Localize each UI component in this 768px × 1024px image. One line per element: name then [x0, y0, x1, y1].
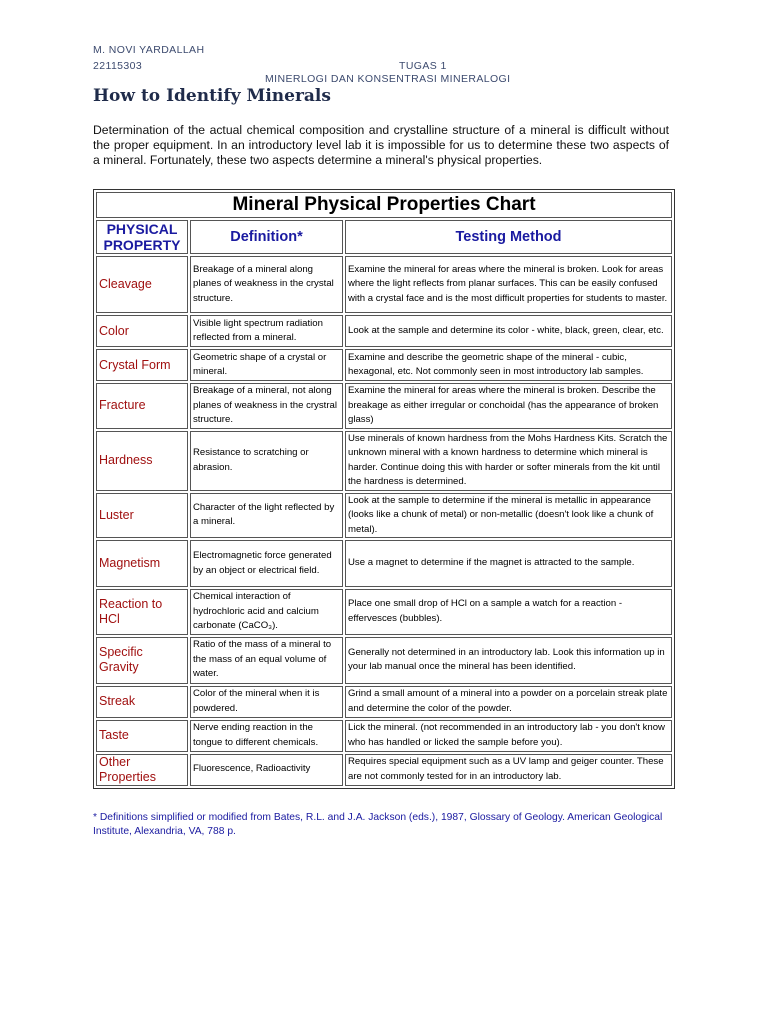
- testing-method-cell: Examine the mineral for areas where the mineral is broken. Describe the breakage as either irregular or conchoidal (has the appearance of broken glass): [345, 383, 672, 429]
- footnote: [93, 811, 673, 839]
- table-row: [96, 493, 672, 539]
- definition-cell: Geometric shape of a crystal or mineral.: [190, 349, 343, 381]
- table-header-row: [96, 220, 672, 254]
- table-row: [96, 754, 672, 786]
- table-row: [96, 589, 672, 635]
- definition-cell: Nerve ending reaction in the tongue to different chemicals.: [190, 720, 343, 752]
- footnote-reference: Bates, R.L. and J.A. Jackson (eds.), 1987, Glossary of Geology. American Geological Institute, Alexandria, VA, 788 p.: [93, 812, 663, 837]
- definition-cell: Breakage of a mineral, not along planes of weakness in the crystral structure.: [190, 383, 343, 429]
- definition-cell: Ratio of the mass of a mineral to the mass of an equal volume of water.: [190, 637, 343, 684]
- definition-cell: Color of the mineral when it is powdered.: [190, 686, 343, 718]
- table-row: [96, 686, 672, 718]
- table-row: [96, 431, 672, 491]
- table-row: [96, 349, 672, 381]
- property-cell: Specific Gravity: [96, 637, 188, 684]
- author-name: M. NOVI YARDALLAH: [93, 44, 205, 56]
- course-subject: MINERLOGI DAN KONSENTRASI MINERALOGI: [265, 73, 511, 85]
- property-cell: Color: [96, 315, 188, 347]
- definition-cell: Breakage of a mineral along planes of weakness in the crystal structure.: [190, 256, 343, 313]
- property-cell: Reaction to HCl: [96, 589, 188, 635]
- property-cell: Streak: [96, 686, 188, 718]
- chart-title: Mineral Physical Properties Chart: [96, 192, 672, 218]
- table-row: [96, 637, 672, 684]
- column-header-testing-method: Testing Method: [345, 220, 672, 254]
- definition-cell: Visible light spectrum radiation reflected from a mineral.: [190, 315, 343, 347]
- testing-method-cell: Grind a small amount of a mineral into a powder on a porcelain streak plate and determine the color of the powder.: [345, 686, 672, 718]
- table-row: [96, 720, 672, 752]
- testing-method-cell: Look at the sample and determine its color - white, black, green, clear, etc.: [345, 315, 672, 347]
- table-title-row: [96, 192, 672, 218]
- testing-method-cell: Place one small drop of HCl on a sample a watch for a reaction - effervesces (bubbles).: [345, 589, 672, 635]
- property-cell: Magnetism: [96, 540, 188, 587]
- property-cell: Fracture: [96, 383, 188, 429]
- table-row: [96, 256, 672, 313]
- mineral-properties-table: [93, 189, 675, 789]
- property-cell: Hardness: [96, 431, 188, 491]
- table-row: [96, 383, 672, 429]
- definition-cell: Electromagnetic force generated by an object or electrical field.: [190, 540, 343, 587]
- property-cell: Luster: [96, 493, 188, 539]
- testing-method-cell: Lick the mineral. (not recommended in an introductory lab - you don't know who has handled or licked the sample before you).: [345, 720, 672, 752]
- property-cell: Crystal Form: [96, 349, 188, 381]
- table-row: [96, 315, 672, 347]
- definition-cell: Chemical interaction of hydrochloric acid and calcium carbonate (CaCO₃).: [190, 589, 343, 635]
- student-id: 22115303: [93, 60, 143, 72]
- page-title: How to Identify Minerals: [93, 86, 331, 106]
- testing-method-cell: Generally not determined in an introductory lab. Look this information up in your lab manual once the mineral has been identified.: [345, 637, 672, 684]
- column-header-property: PHYSICAL PROPERTY: [96, 220, 188, 254]
- property-cell: Cleavage: [96, 256, 188, 313]
- testing-method-cell: Examine and describe the geometric shape of the mineral - cubic, hexagonal, etc. Not commonly seen in most introductory lab samples.: [345, 349, 672, 381]
- property-cell: Taste: [96, 720, 188, 752]
- testing-method-cell: Look at the sample to determine if the mineral is metallic in appearance (looks like a chunk of metal) or non-metallic (doesn't look like a chunk of metal).: [345, 493, 672, 539]
- footnote-prefix: * Definitions simplified or modified from: [93, 812, 274, 823]
- table-row: [96, 540, 672, 587]
- testing-method-cell: Use minerals of known hardness from the Mohs Hardness Kits. Scratch the unknown mineral with a known hardness to determine which mineral is harder. Continue doing this with harder or softer minerals from the kit until the hardness is determined.: [345, 431, 672, 491]
- definition-cell: Character of the light reflected by a mineral.: [190, 493, 343, 539]
- testing-method-cell: Examine the mineral for areas where the mineral is broken. Look for areas where the light reflects from planar surfaces. This can be easily confused with a crystal face and is the most difficult properties for students to master.: [345, 256, 672, 313]
- definition-cell: Fluorescence, Radioactivity: [190, 754, 343, 786]
- definition-cell: Resistance to scratching or abrasion.: [190, 431, 343, 491]
- testing-method-cell: Use a magnet to determine if the magnet is attracted to the sample.: [345, 540, 672, 587]
- property-cell: Other Properties: [96, 754, 188, 786]
- testing-method-cell: Requires special equipment such as a UV lamp and geiger counter. These are not commonly tested for in an introductory lab.: [345, 754, 672, 786]
- column-header-definition: Definition*: [190, 220, 343, 254]
- task-label: TUGAS 1: [399, 60, 447, 72]
- intro-paragraph: Determination of the actual chemical composition and crystalline structure of a mineral is difficult without the proper equipment. In an introductory level lab it is impossible for us to determine these two aspects of a mineral. Fortunately, these two aspects determine a mineral's physical properties.: [93, 123, 669, 167]
